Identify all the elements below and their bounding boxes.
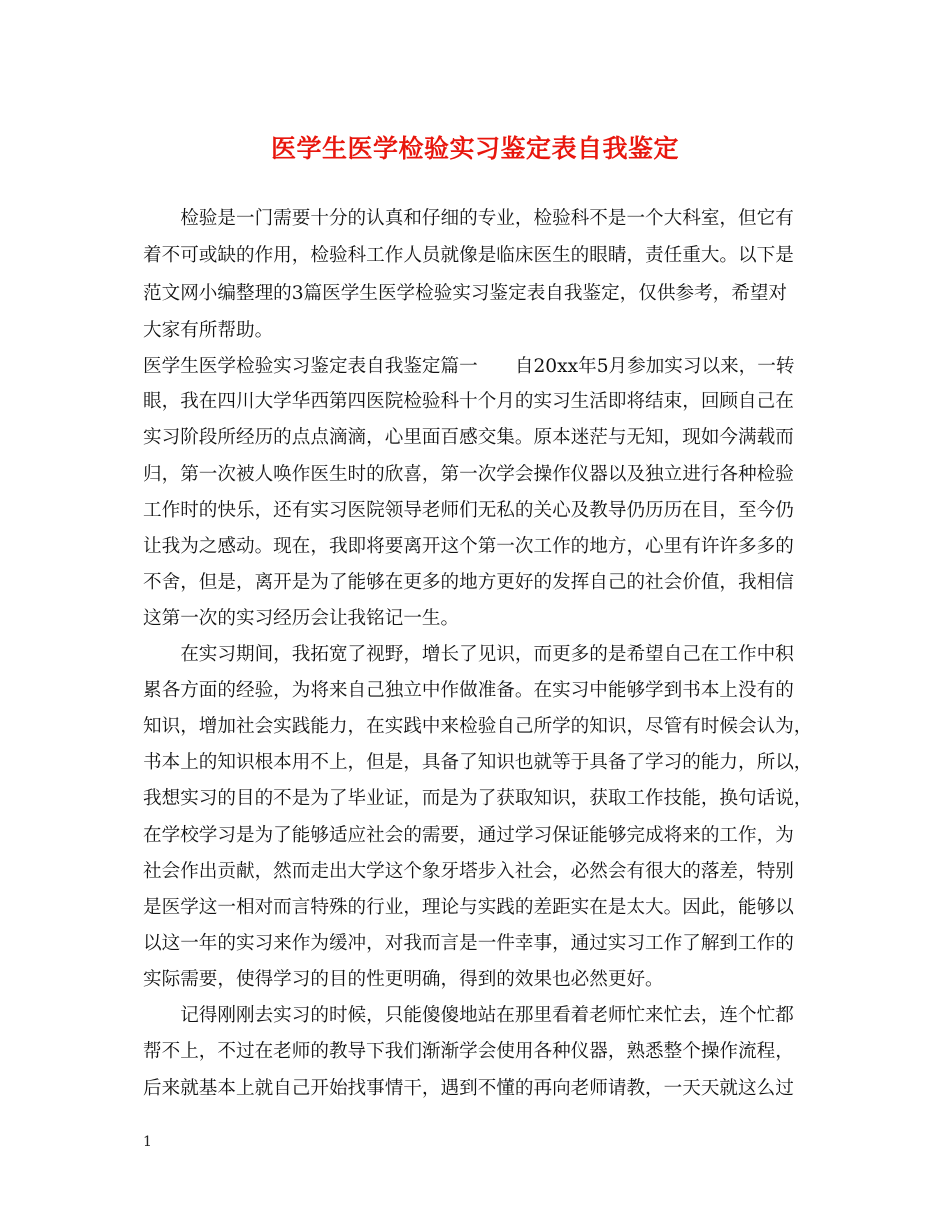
body-line: 让我为之感动。现在，我即将要离开这个第一次工作的地方，心里有许许多多的 xyxy=(143,536,794,557)
body-line: 这第一次的实习经历会让我铭记一生。 xyxy=(143,608,460,629)
body-line: 以这一年的实习来作为缓冲，对我而言是一件幸事，通过实习工作了解到工作的 xyxy=(143,933,794,954)
body-line: 归，第一次被人唤作医生时的欣喜，第一次学会操作仪器以及独立进行各种检验 xyxy=(143,464,794,485)
body-line: 检验是一门需要十分的认真和仔细的专业，检验科不是一个大科室，但它有 xyxy=(143,208,794,229)
body-line: 在学校学习是为了能够适应社会的需要，通过学习保证能够完成将来的工作，为 xyxy=(143,825,794,846)
body-line: 知识，增加社会实践能力，在实践中来检验自己所学的知识，尽管有时候会认为， xyxy=(143,716,813,737)
body-line: 社会作出贡献，然而走出大学这个象牙塔步入社会，必然会有很大的落差，特别 xyxy=(143,861,794,882)
body-line: 实际需要，使得学习的目的性更明确，得到的效果也必然更好。 xyxy=(143,969,664,990)
body-line: 后来就基本上就自己开始找事情干，遇到不懂的再向老师请教，一天天就这么过 xyxy=(143,1078,794,1099)
page-number: 1 xyxy=(143,1134,152,1150)
body-line: 我想实习的目的不是为了毕业证，而是为了获取知识，获取工作技能，换句话说， xyxy=(143,788,813,809)
body-line: 在实习期间，我拓宽了视野，增长了见识，而更多的是希望自己在工作中积 xyxy=(143,644,794,665)
body-line: 帮不上，不过在老师的教导下我们渐渐学会使用各种仪器，熟悉整个操作流程， xyxy=(143,1041,794,1062)
document-title: 医学生医学检验实习鉴定表自我鉴定 xyxy=(270,134,679,163)
body-line: 累各方面的经验，为将来自己独立中作做准备。在实习中能够学到书本上没有的 xyxy=(143,680,794,701)
body-line: 大家有所帮助。 xyxy=(143,320,274,341)
body-line: 实习阶段所经历的点点滴滴，心里面百感交集。原本迷茫与无知，现如今满载而 xyxy=(143,427,794,448)
body-line: 书本上的知识根本用不上，但是，具备了知识也就等于具备了学习的能力，所以， xyxy=(143,752,813,773)
body-line: 医学生医学检验实习鉴定表自我鉴定篇一 自20xx年5月参加实习以来，一转 xyxy=(143,356,795,377)
body-line: 是医学这一相对而言特殊的行业，理论与实践的差距实在是太大。因此，能够以 xyxy=(143,897,794,918)
body-line: 工作时的快乐，还有实习医院领导老师们无私的关心及教导仍历历在目，至今仍 xyxy=(143,500,794,521)
body-line: 着不可或缺的作用，检验科工作人员就像是临床医生的眼睛，责任重大。以下是 xyxy=(143,245,794,266)
body-line: 记得刚刚去实习的时候，只能傻傻地站在那里看着老师忙来忙去，连个忙都 xyxy=(143,1005,794,1026)
body-line: 范文网小编整理的3篇医学生医学检验实习鉴定表自我鉴定，仅供参考，希望对 xyxy=(143,283,788,304)
body-line: 眼，我在四川大学华西第四医院检验科十个月的实习生活即将结束，回顾自己在 xyxy=(143,391,794,412)
body-line: 不舍，但是，离开是为了能够在更多的地方更好的发挥自己的社会价值，我相信 xyxy=(143,572,794,593)
